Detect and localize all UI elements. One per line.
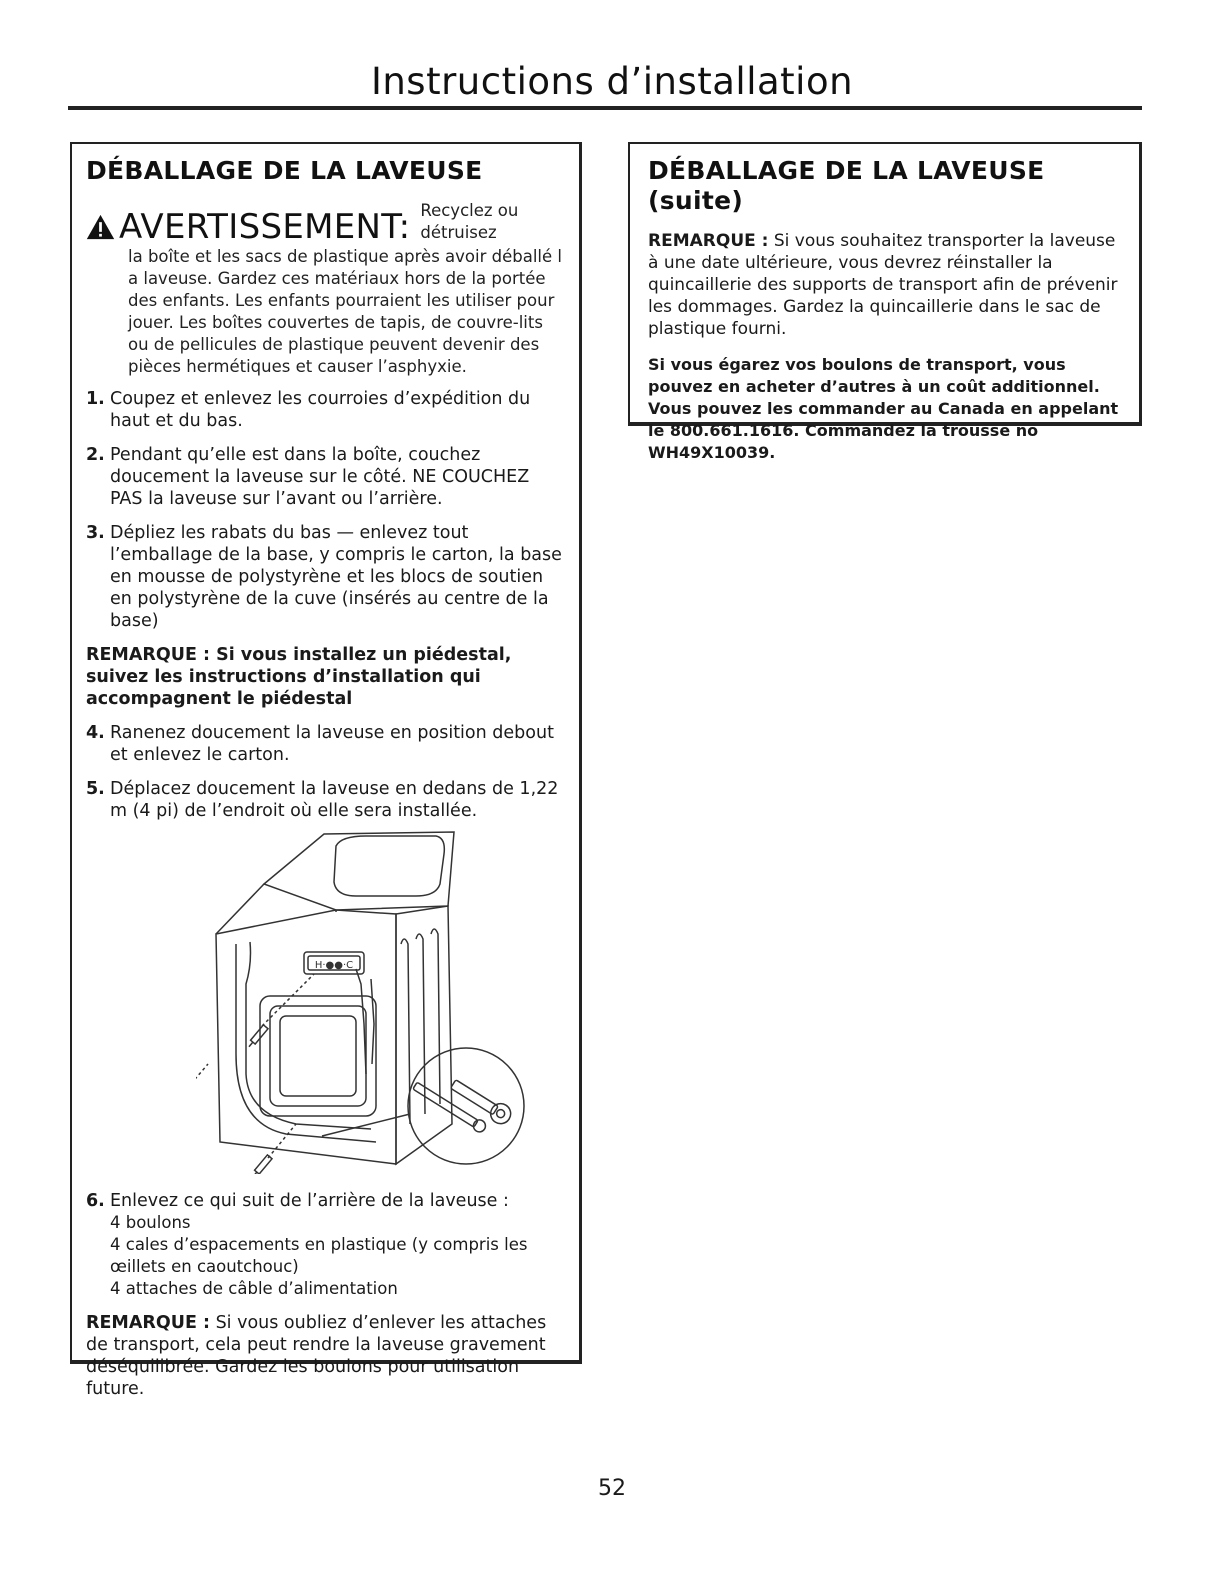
- steps-list-a: [86, 388, 565, 632]
- unpacking-section: [70, 142, 582, 1399]
- step-2: [86, 444, 565, 510]
- step-number: 4.: [86, 723, 105, 743]
- removal-item: 4 boulons: [110, 1213, 191, 1232]
- step-number: 5.: [86, 779, 105, 799]
- warning-lead: Recyclez ou détruisez: [420, 201, 519, 242]
- step-number: 3.: [86, 523, 105, 543]
- removal-item: 4 cales d’espacements en plastique (y compris les œillets en caoutchouc): [110, 1235, 528, 1276]
- order-bolts-note: Si vous égarez vos boulons de transport, vous pouvez en acheter d’autres à un coût additionnel. Vous pouvez les commander au Canada en appelant le 800.661.1616. Commandez la trousse no WH49X10039.: [648, 355, 1119, 462]
- step-number: 1.: [86, 389, 105, 409]
- steps-list-b: [86, 722, 565, 822]
- page-number: 52: [598, 1476, 626, 1501]
- unpacking-continued-section: [628, 142, 1142, 462]
- washer-rear-illustration: [196, 824, 576, 1174]
- final-note: [86, 1312, 565, 1400]
- title-divider: [68, 106, 1142, 110]
- step-text: Dépliez les rabats du bas — enlevez tout l’emballage de la base, y compris le carton, la base en mousse de polystyrène et les blocs de soutien en polystyrène de la cuve (insérés au centre de la base): [110, 523, 562, 631]
- warning-block: [86, 200, 565, 378]
- step-text: Pendant qu’elle est dans la boîte, couchez doucement la laveuse sur le côté. NE COUCHEZ PAS la laveuse sur l’avant ou l’arrière.: [110, 445, 530, 509]
- panel-label: H·●●·C: [314, 960, 354, 971]
- step-3: [86, 522, 565, 632]
- step-4: [86, 722, 565, 766]
- step-text: Coupez et enlevez les courroies d’expédition du haut et du bas.: [110, 389, 531, 431]
- removal-item: 4 attaches de câble d’alimentation: [110, 1279, 398, 1298]
- warning-triangle-icon: [86, 210, 115, 244]
- step-number: 6.: [86, 1191, 105, 1211]
- step-text: Ranenez doucement la laveuse en position debout et enlevez le carton.: [110, 723, 554, 765]
- warning-text: la boîte et les sacs de plastique après avoir déballé l a laveuse. Gardez ces matériaux hors de la portée des enfants. Les enfants pourraient les utiliser pour jouer. Les boîtes couvertes de tapis, de couvre-lits ou de pellicules de plastique peuvent devenir des pièces hermétiques et causer l’asphyxie.: [128, 247, 562, 376]
- step-number: 2.: [86, 445, 105, 465]
- section-heading: DÉBALLAGE DE LA LAVEUSE (suite): [648, 156, 1045, 215]
- note-key: REMARQUE :: [86, 1313, 210, 1333]
- transport-note: [648, 230, 1121, 340]
- pedestal-note: REMARQUE : Si vous installez un piédestal, suivez les instructions d’installation qui accompagnent le piédestal: [86, 645, 512, 709]
- step-text: Enlevez ce qui suit de l’arrière de la laveuse :: [110, 1191, 509, 1211]
- note-key: REMARQUE :: [648, 231, 769, 251]
- step-6: [86, 1190, 565, 1300]
- note-text: Si vous oubliez d’enlever les attaches de transport, cela peut rendre la laveuse gravement déséquilibrée. Gardez les boulons pour utilisation future.: [86, 1313, 547, 1399]
- note-text: Si vous souhaitez transporter la laveuse à une date ultérieure, vous devrez réinstaller la quincaillerie des supports de transport afin de prévenir les dommages. Gardez la quincaillerie dans le sac de plastique fourni.: [648, 231, 1118, 339]
- section-heading: DÉBALLAGE DE LA LAVEUSE: [86, 156, 483, 185]
- step-text: Déplacez doucement la laveuse en dedans de 1,22 m (4 pi) de l’endroit où elle sera installée.: [110, 779, 559, 821]
- warning-word: AVERTISSEMENT:: [119, 207, 411, 247]
- step-5: [86, 778, 565, 822]
- page-title: Instructions d’installation: [370, 60, 854, 103]
- step-1: [86, 388, 565, 432]
